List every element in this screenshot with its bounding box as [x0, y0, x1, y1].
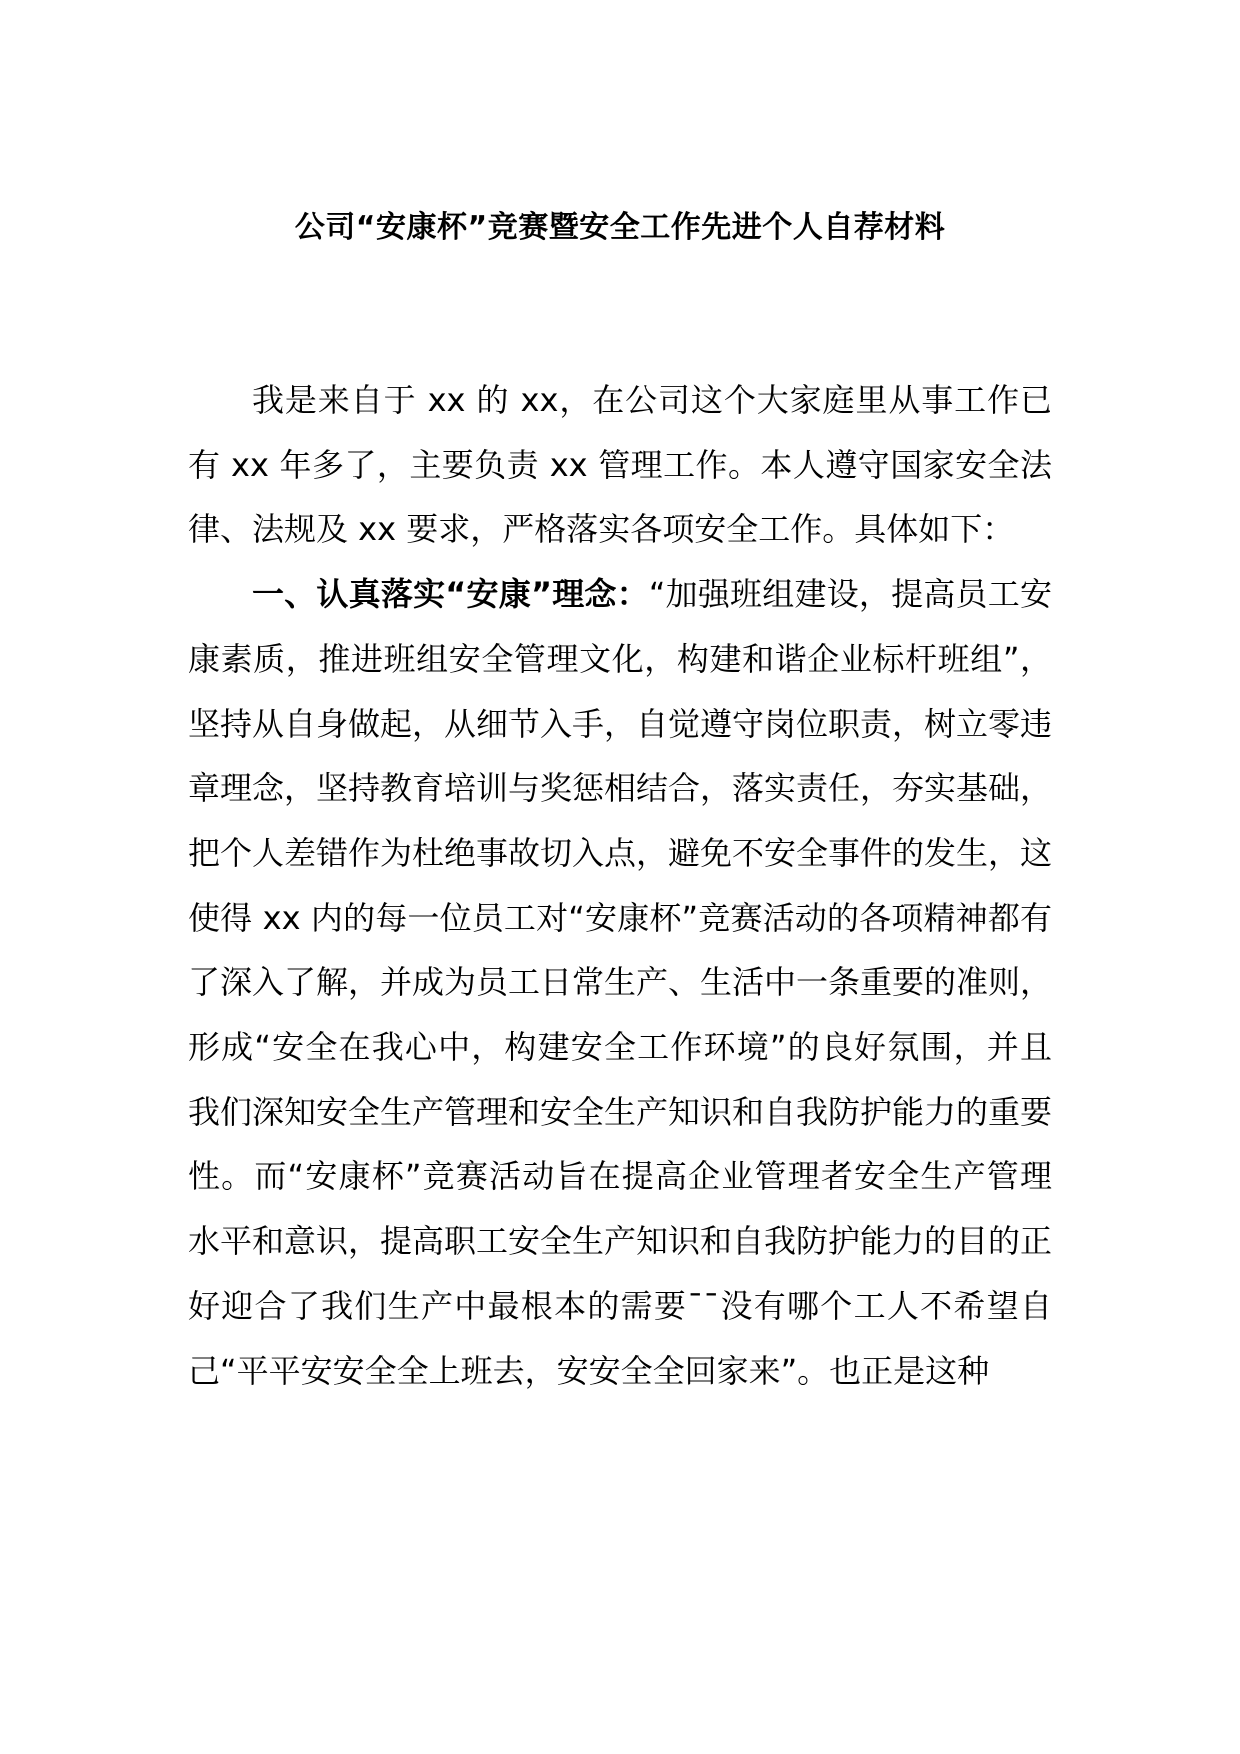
section-one-heading: 一、认真落实“安康”理念： — [252, 575, 649, 614]
document-title: 公司“安康杯”竞赛暨安全工作先进个人自荐材料 — [294, 210, 946, 245]
intro-paragraph-text: 我是来自于 xx 的 xx，在公司这个大家庭里从事工作已有 xx 年多了，主要负责 xx 管理工作。本人遵守国家安全法律、法规及 xx 要求，严格落实各项安全工作。具体如下： — [188, 381, 1052, 549]
document-body — [188, 368, 1052, 1403]
section-one-paragraph — [188, 562, 1052, 1403]
intro-paragraph — [188, 368, 1052, 562]
section-one-text: “加强班组建设，提高员工安康素质，推进班组安全管理文化，构建和谐企业标杆班组”，坚持从自身做起，从细节入手，自觉遵守岗位职责，树立零违章理念，坚持教育培训与奖惩相结合，落实责任，夯实基础，把个人差错作为杜绝事故切入点，避免不安全事件的发生，这使得 xx 内的每一位员工对“安康杯”竞赛活动的各项精神都有了深入了解，并成为员工日常生产、生活中一条重要的准则，形成“安全在我心中，构建安全工作环境”的良好氛围，并且我们深知安全生产管理和安全生产知识和自我防护能力的重要性。而“安康杯”竞赛活动旨在提高企业管理者安全生产管理水平和意识，提高职工安全生产知识和自我防护能力的目的正好迎合了我们生产中最根本的需要¯¯没有哪个工人不希望自己“平平安安全全上班去，安安全全回家来”。也正是这种 — [188, 575, 1053, 1390]
